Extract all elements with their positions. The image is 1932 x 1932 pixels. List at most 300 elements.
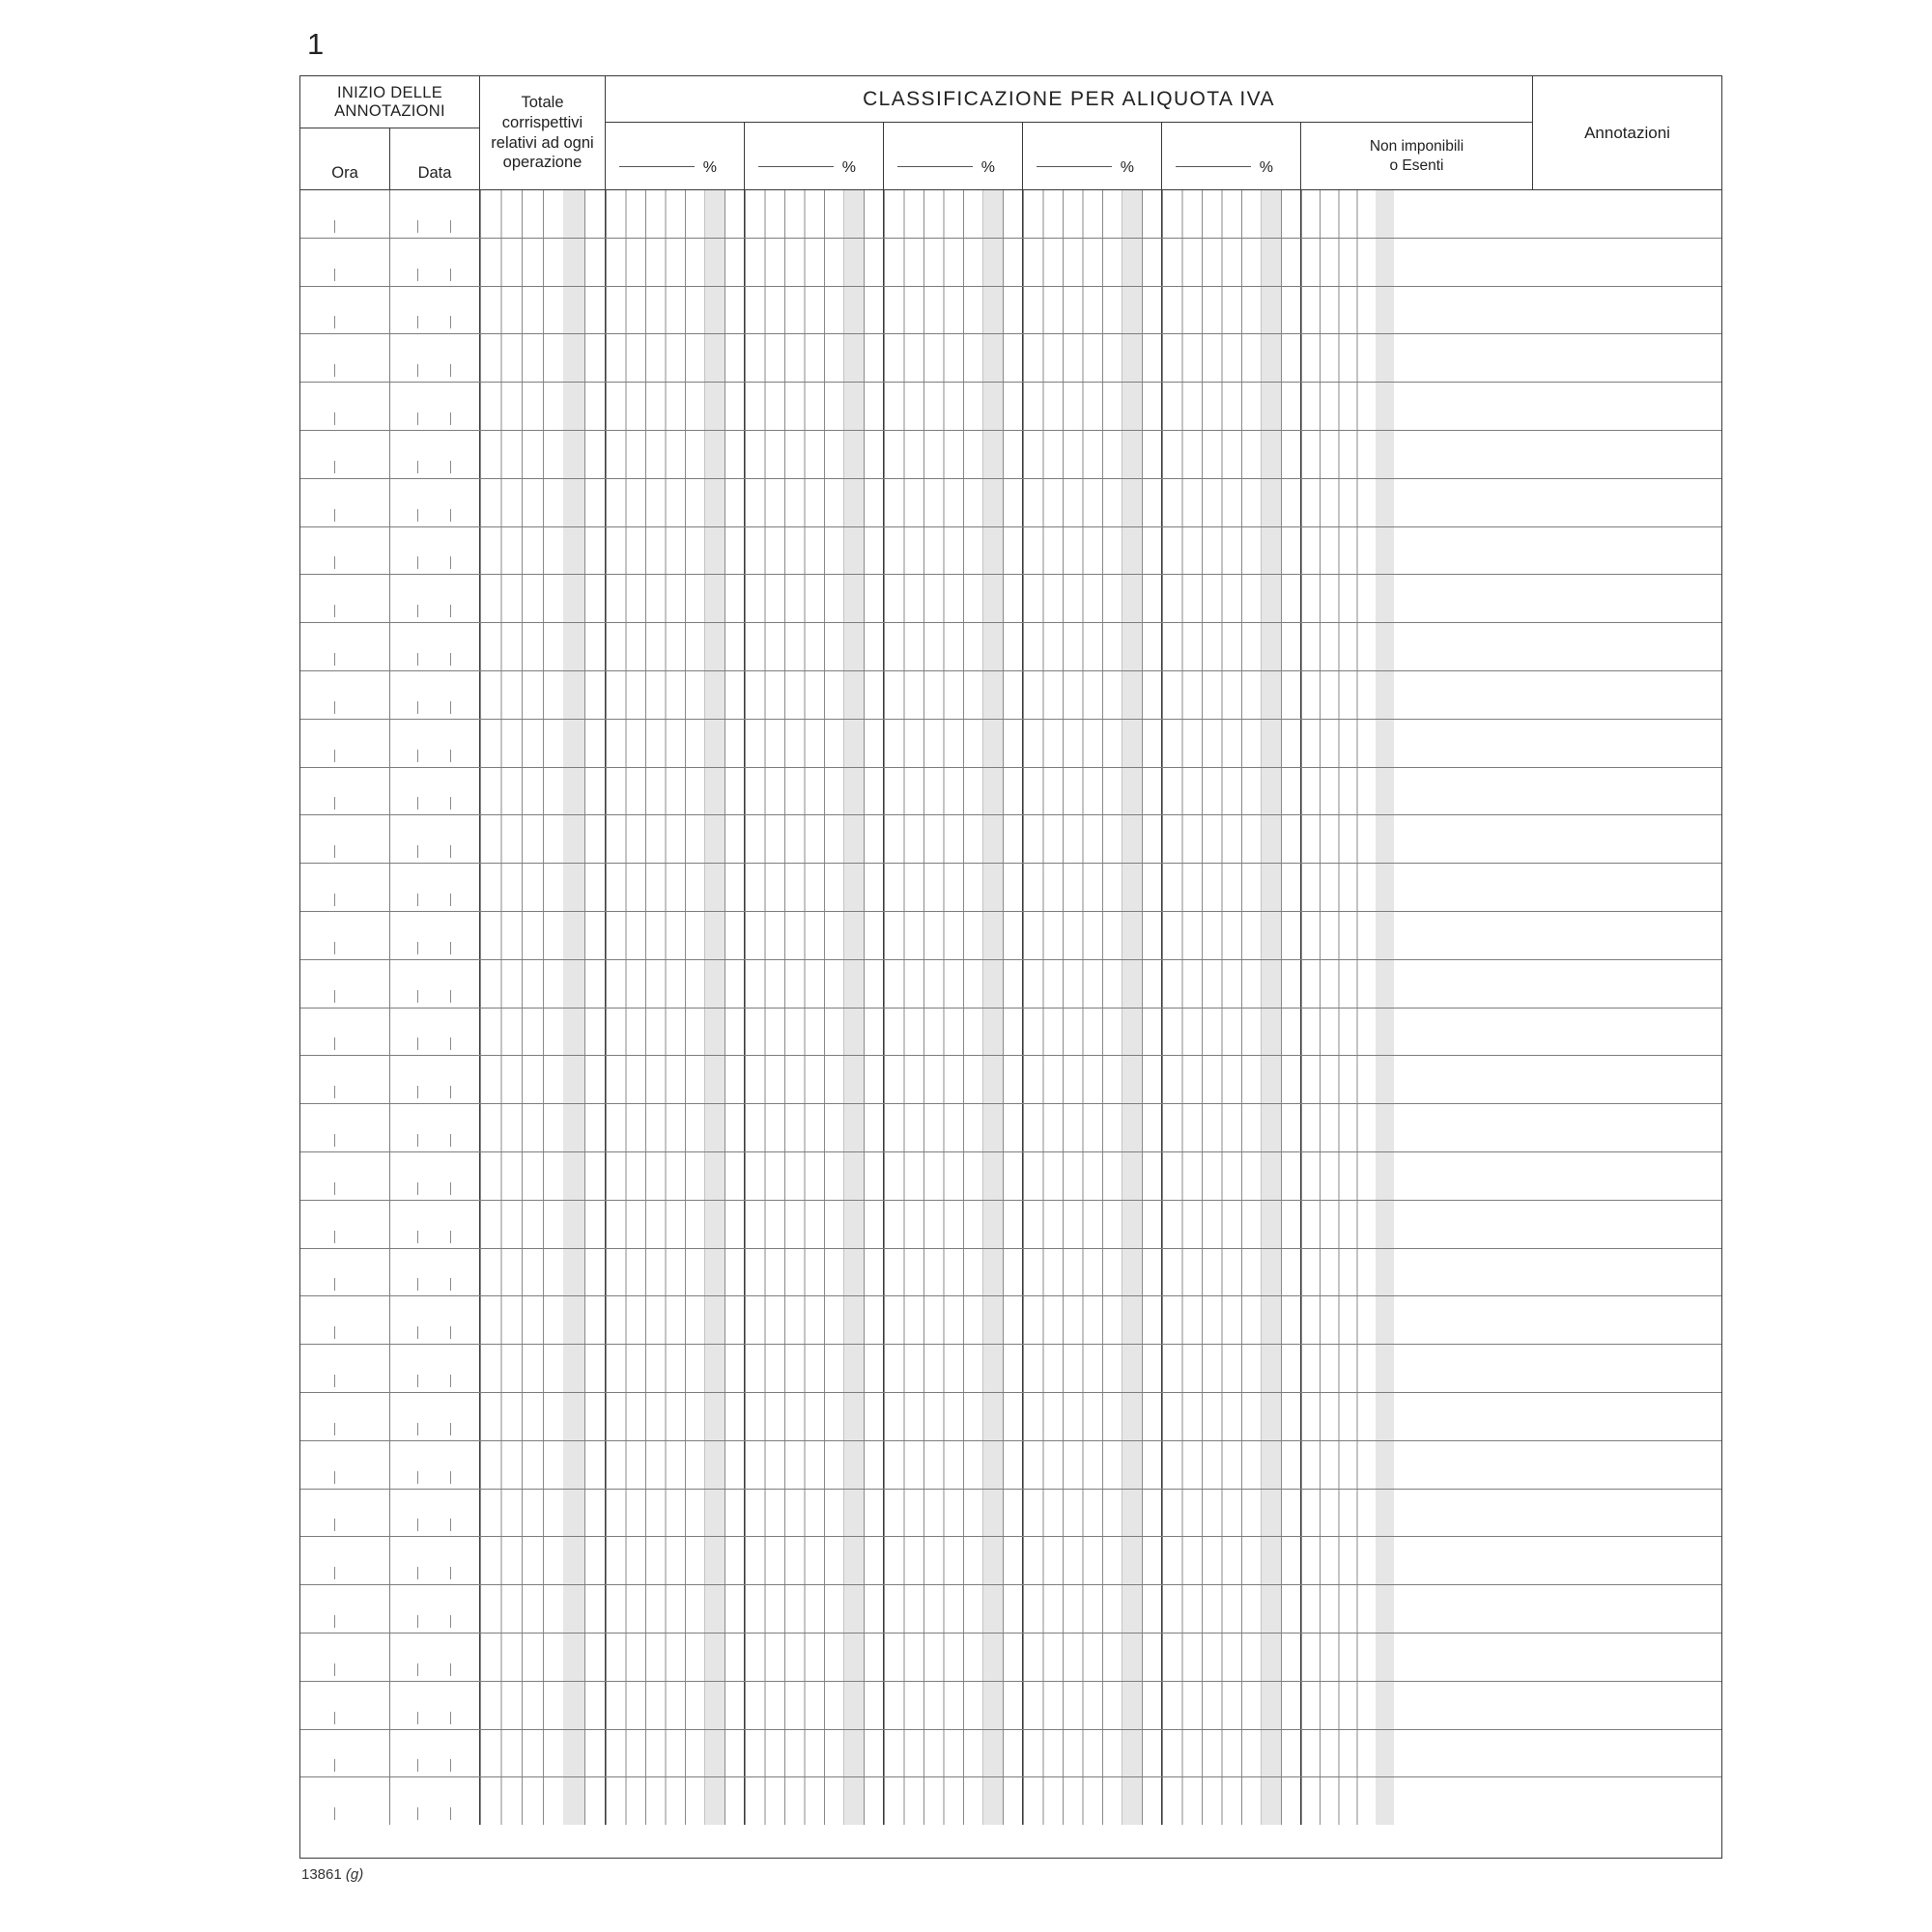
table-row[interactable]: [300, 1585, 1721, 1634]
cell-data[interactable]: [390, 768, 480, 815]
cell-totale-corrispettivi[interactable]: [480, 1009, 606, 1056]
cell-aliquota-3[interactable]: [884, 239, 1023, 286]
cell-annotazioni[interactable]: [1394, 720, 1721, 767]
cell-non-imponibili-esenti[interactable]: [1301, 575, 1394, 622]
cell-aliquota-4[interactable]: [1023, 190, 1162, 238]
cell-annotazioni[interactable]: [1394, 334, 1721, 382]
cell-aliquota-4[interactable]: [1023, 912, 1162, 959]
cell-aliquota-4[interactable]: [1023, 623, 1162, 670]
cell-totale-corrispettivi[interactable]: [480, 479, 606, 526]
cell-aliquota-4[interactable]: [1023, 1537, 1162, 1584]
cell-aliquota-3[interactable]: [884, 431, 1023, 478]
cell-aliquota-1[interactable]: [606, 1585, 745, 1633]
cell-ora[interactable]: [300, 768, 390, 815]
cell-aliquota-3[interactable]: [884, 527, 1023, 575]
cell-aliquota-1[interactable]: [606, 431, 745, 478]
cell-non-imponibili-esenti[interactable]: [1301, 287, 1394, 334]
cell-totale-corrispettivi[interactable]: [480, 1585, 606, 1633]
cell-aliquota-2[interactable]: [745, 815, 884, 863]
table-row[interactable]: [300, 912, 1721, 960]
cell-totale-corrispettivi[interactable]: [480, 239, 606, 286]
cell-data[interactable]: [390, 334, 480, 382]
cell-aliquota-5[interactable]: [1162, 1345, 1301, 1392]
cell-aliquota-2[interactable]: [745, 1441, 884, 1489]
cell-data[interactable]: [390, 1152, 480, 1200]
cell-annotazioni[interactable]: [1394, 815, 1721, 863]
cell-aliquota-4[interactable]: [1023, 1345, 1162, 1392]
cell-aliquota-3[interactable]: [884, 1249, 1023, 1296]
cell-non-imponibili-esenti[interactable]: [1301, 1490, 1394, 1537]
cell-totale-corrispettivi[interactable]: [480, 190, 606, 238]
cell-data[interactable]: [390, 671, 480, 719]
table-row[interactable]: [300, 479, 1721, 527]
cell-aliquota-3[interactable]: [884, 1730, 1023, 1777]
cell-aliquota-3[interactable]: [884, 1296, 1023, 1344]
cell-aliquota-3[interactable]: [884, 1201, 1023, 1248]
cell-ora[interactable]: [300, 190, 390, 238]
cell-aliquota-3[interactable]: [884, 864, 1023, 911]
cell-non-imponibili-esenti[interactable]: [1301, 671, 1394, 719]
cell-aliquota-4[interactable]: [1023, 527, 1162, 575]
cell-data[interactable]: [390, 1585, 480, 1633]
table-row[interactable]: [300, 720, 1721, 768]
cell-non-imponibili-esenti[interactable]: [1301, 1777, 1394, 1825]
cell-annotazioni[interactable]: [1394, 768, 1721, 815]
cell-aliquota-4[interactable]: [1023, 1585, 1162, 1633]
cell-aliquota-1[interactable]: [606, 190, 745, 238]
cell-aliquota-1[interactable]: [606, 479, 745, 526]
cell-non-imponibili-esenti[interactable]: [1301, 960, 1394, 1008]
cell-aliquota-2[interactable]: [745, 431, 884, 478]
cell-aliquota-2[interactable]: [745, 671, 884, 719]
cell-non-imponibili-esenti[interactable]: [1301, 912, 1394, 959]
table-row[interactable]: [300, 1152, 1721, 1201]
cell-non-imponibili-esenti[interactable]: [1301, 383, 1394, 430]
cell-aliquota-5[interactable]: [1162, 1249, 1301, 1296]
cell-aliquota-4[interactable]: [1023, 864, 1162, 911]
cell-totale-corrispettivi[interactable]: [480, 1490, 606, 1537]
cell-totale-corrispettivi[interactable]: [480, 1441, 606, 1489]
cell-data[interactable]: [390, 1296, 480, 1344]
cell-data[interactable]: [390, 527, 480, 575]
cell-annotazioni[interactable]: [1394, 864, 1721, 911]
cell-annotazioni[interactable]: [1394, 1537, 1721, 1584]
cell-aliquota-2[interactable]: [745, 1296, 884, 1344]
cell-ora[interactable]: [300, 1009, 390, 1056]
cell-aliquota-3[interactable]: [884, 1585, 1023, 1633]
cell-ora[interactable]: [300, 1537, 390, 1584]
cell-aliquota-5[interactable]: [1162, 1056, 1301, 1103]
cell-data[interactable]: [390, 1249, 480, 1296]
cell-aliquota-5[interactable]: [1162, 815, 1301, 863]
cell-aliquota-1[interactable]: [606, 287, 745, 334]
cell-data[interactable]: [390, 623, 480, 670]
cell-aliquota-4[interactable]: [1023, 1104, 1162, 1151]
table-row[interactable]: [300, 768, 1721, 816]
cell-data[interactable]: [390, 1537, 480, 1584]
cell-ora[interactable]: [300, 1634, 390, 1681]
cell-aliquota-5[interactable]: [1162, 1201, 1301, 1248]
cell-aliquota-5[interactable]: [1162, 431, 1301, 478]
cell-aliquota-5[interactable]: [1162, 1152, 1301, 1200]
cell-totale-corrispettivi[interactable]: [480, 1730, 606, 1777]
cell-aliquota-4[interactable]: [1023, 479, 1162, 526]
cell-aliquota-3[interactable]: [884, 1777, 1023, 1825]
cell-aliquota-4[interactable]: [1023, 1441, 1162, 1489]
cell-ora[interactable]: [300, 1296, 390, 1344]
cell-totale-corrispettivi[interactable]: [480, 431, 606, 478]
cell-aliquota-1[interactable]: [606, 334, 745, 382]
cell-ora[interactable]: [300, 527, 390, 575]
cell-aliquota-5[interactable]: [1162, 1634, 1301, 1681]
cell-aliquota-1[interactable]: [606, 1345, 745, 1392]
cell-aliquota-5[interactable]: [1162, 864, 1301, 911]
cell-aliquota-4[interactable]: [1023, 815, 1162, 863]
cell-aliquota-1[interactable]: [606, 912, 745, 959]
cell-non-imponibili-esenti[interactable]: [1301, 623, 1394, 670]
cell-annotazioni[interactable]: [1394, 1104, 1721, 1151]
cell-aliquota-2[interactable]: [745, 1345, 884, 1392]
cell-non-imponibili-esenti[interactable]: [1301, 1393, 1394, 1440]
cell-aliquota-5[interactable]: [1162, 768, 1301, 815]
table-row[interactable]: [300, 1104, 1721, 1152]
cell-aliquota-4[interactable]: [1023, 1152, 1162, 1200]
cell-data[interactable]: [390, 1777, 480, 1825]
cell-aliquota-3[interactable]: [884, 768, 1023, 815]
cell-non-imponibili-esenti[interactable]: [1301, 1249, 1394, 1296]
cell-aliquota-4[interactable]: [1023, 1490, 1162, 1537]
cell-annotazioni[interactable]: [1394, 1585, 1721, 1633]
cell-aliquota-1[interactable]: [606, 1634, 745, 1681]
cell-data[interactable]: [390, 239, 480, 286]
table-row[interactable]: [300, 1393, 1721, 1441]
cell-non-imponibili-esenti[interactable]: [1301, 1296, 1394, 1344]
cell-aliquota-2[interactable]: [745, 1682, 884, 1729]
cell-aliquota-4[interactable]: [1023, 287, 1162, 334]
cell-annotazioni[interactable]: [1394, 239, 1721, 286]
cell-aliquota-3[interactable]: [884, 1441, 1023, 1489]
table-row[interactable]: [300, 1730, 1721, 1778]
cell-aliquota-4[interactable]: [1023, 768, 1162, 815]
cell-annotazioni[interactable]: [1394, 383, 1721, 430]
cell-aliquota-2[interactable]: [745, 1009, 884, 1056]
cell-aliquota-1[interactable]: [606, 1682, 745, 1729]
cell-non-imponibili-esenti[interactable]: [1301, 864, 1394, 911]
cell-totale-corrispettivi[interactable]: [480, 527, 606, 575]
cell-annotazioni[interactable]: [1394, 1490, 1721, 1537]
cell-aliquota-2[interactable]: [745, 527, 884, 575]
cell-data[interactable]: [390, 1490, 480, 1537]
table-row[interactable]: [300, 1201, 1721, 1249]
cell-ora[interactable]: [300, 431, 390, 478]
cell-aliquota-3[interactable]: [884, 383, 1023, 430]
cell-annotazioni[interactable]: [1394, 912, 1721, 959]
cell-aliquota-4[interactable]: [1023, 671, 1162, 719]
cell-aliquota-5[interactable]: [1162, 1490, 1301, 1537]
cell-aliquota-2[interactable]: [745, 334, 884, 382]
cell-aliquota-4[interactable]: [1023, 1296, 1162, 1344]
cell-aliquota-3[interactable]: [884, 623, 1023, 670]
cell-totale-corrispettivi[interactable]: [480, 960, 606, 1008]
cell-aliquota-1[interactable]: [606, 720, 745, 767]
cell-ora[interactable]: [300, 1441, 390, 1489]
table-row[interactable]: [300, 864, 1721, 912]
cell-aliquota-2[interactable]: [745, 1152, 884, 1200]
cell-data[interactable]: [390, 912, 480, 959]
cell-aliquota-4[interactable]: [1023, 1009, 1162, 1056]
cell-aliquota-2[interactable]: [745, 479, 884, 526]
cell-ora[interactable]: [300, 1730, 390, 1777]
cell-totale-corrispettivi[interactable]: [480, 1345, 606, 1392]
cell-annotazioni[interactable]: [1394, 1009, 1721, 1056]
cell-data[interactable]: [390, 1345, 480, 1392]
cell-data[interactable]: [390, 1056, 480, 1103]
cell-aliquota-1[interactable]: [606, 768, 745, 815]
cell-annotazioni[interactable]: [1394, 1730, 1721, 1777]
cell-aliquota-1[interactable]: [606, 1201, 745, 1248]
cell-data[interactable]: [390, 431, 480, 478]
cell-aliquota-5[interactable]: [1162, 1009, 1301, 1056]
cell-non-imponibili-esenti[interactable]: [1301, 1201, 1394, 1248]
cell-ora[interactable]: [300, 1152, 390, 1200]
cell-aliquota-3[interactable]: [884, 1634, 1023, 1681]
cell-annotazioni[interactable]: [1394, 1393, 1721, 1440]
cell-annotazioni[interactable]: [1394, 431, 1721, 478]
cell-aliquota-2[interactable]: [745, 1585, 884, 1633]
cell-non-imponibili-esenti[interactable]: [1301, 239, 1394, 286]
cell-aliquota-5[interactable]: [1162, 527, 1301, 575]
cell-totale-corrispettivi[interactable]: [480, 1682, 606, 1729]
cell-totale-corrispettivi[interactable]: [480, 1201, 606, 1248]
cell-non-imponibili-esenti[interactable]: [1301, 479, 1394, 526]
cell-totale-corrispettivi[interactable]: [480, 1393, 606, 1440]
cell-aliquota-3[interactable]: [884, 671, 1023, 719]
cell-totale-corrispettivi[interactable]: [480, 623, 606, 670]
cell-annotazioni[interactable]: [1394, 575, 1721, 622]
cell-non-imponibili-esenti[interactable]: [1301, 768, 1394, 815]
cell-aliquota-3[interactable]: [884, 190, 1023, 238]
cell-ora[interactable]: [300, 864, 390, 911]
table-row[interactable]: [300, 1296, 1721, 1345]
cell-non-imponibili-esenti[interactable]: [1301, 334, 1394, 382]
cell-aliquota-5[interactable]: [1162, 1393, 1301, 1440]
table-row[interactable]: [300, 1345, 1721, 1393]
cell-aliquota-2[interactable]: [745, 1249, 884, 1296]
table-row[interactable]: [300, 287, 1721, 335]
table-row[interactable]: [300, 1682, 1721, 1730]
cell-aliquota-1[interactable]: [606, 1441, 745, 1489]
cell-aliquota-2[interactable]: [745, 1730, 884, 1777]
cell-annotazioni[interactable]: [1394, 479, 1721, 526]
cell-aliquota-3[interactable]: [884, 912, 1023, 959]
cell-non-imponibili-esenti[interactable]: [1301, 527, 1394, 575]
cell-aliquota-4[interactable]: [1023, 1056, 1162, 1103]
cell-annotazioni[interactable]: [1394, 190, 1721, 238]
cell-aliquota-2[interactable]: [745, 383, 884, 430]
cell-non-imponibili-esenti[interactable]: [1301, 1537, 1394, 1584]
cell-ora[interactable]: [300, 1393, 390, 1440]
cell-data[interactable]: [390, 1634, 480, 1681]
cell-aliquota-1[interactable]: [606, 623, 745, 670]
cell-ora[interactable]: [300, 334, 390, 382]
cell-data[interactable]: [390, 864, 480, 911]
cell-totale-corrispettivi[interactable]: [480, 720, 606, 767]
cell-annotazioni[interactable]: [1394, 1296, 1721, 1344]
cell-non-imponibili-esenti[interactable]: [1301, 1009, 1394, 1056]
cell-aliquota-1[interactable]: [606, 1730, 745, 1777]
cell-totale-corrispettivi[interactable]: [480, 1056, 606, 1103]
cell-aliquota-1[interactable]: [606, 239, 745, 286]
table-row[interactable]: [300, 334, 1721, 383]
cell-totale-corrispettivi[interactable]: [480, 1249, 606, 1296]
cell-totale-corrispettivi[interactable]: [480, 383, 606, 430]
cell-aliquota-2[interactable]: [745, 1777, 884, 1825]
cell-data[interactable]: [390, 575, 480, 622]
cell-ora[interactable]: [300, 575, 390, 622]
cell-ora[interactable]: [300, 720, 390, 767]
cell-aliquota-5[interactable]: [1162, 287, 1301, 334]
cell-aliquota-2[interactable]: [745, 287, 884, 334]
cell-data[interactable]: [390, 1104, 480, 1151]
cell-aliquota-3[interactable]: [884, 1152, 1023, 1200]
table-row[interactable]: [300, 1537, 1721, 1585]
cell-aliquota-1[interactable]: [606, 1296, 745, 1344]
cell-totale-corrispettivi[interactable]: [480, 575, 606, 622]
cell-ora[interactable]: [300, 1585, 390, 1633]
cell-annotazioni[interactable]: [1394, 623, 1721, 670]
cell-aliquota-4[interactable]: [1023, 1249, 1162, 1296]
cell-non-imponibili-esenti[interactable]: [1301, 1730, 1394, 1777]
cell-ora[interactable]: [300, 287, 390, 334]
cell-annotazioni[interactable]: [1394, 1152, 1721, 1200]
cell-ora[interactable]: [300, 960, 390, 1008]
cell-annotazioni[interactable]: [1394, 1249, 1721, 1296]
cell-aliquota-5[interactable]: [1162, 1537, 1301, 1584]
cell-totale-corrispettivi[interactable]: [480, 1152, 606, 1200]
cell-aliquota-3[interactable]: [884, 1104, 1023, 1151]
cell-annotazioni[interactable]: [1394, 1634, 1721, 1681]
cell-annotazioni[interactable]: [1394, 671, 1721, 719]
cell-aliquota-4[interactable]: [1023, 1634, 1162, 1681]
cell-annotazioni[interactable]: [1394, 1682, 1721, 1729]
cell-totale-corrispettivi[interactable]: [480, 912, 606, 959]
cell-aliquota-5[interactable]: [1162, 1777, 1301, 1825]
cell-data[interactable]: [390, 1682, 480, 1729]
cell-aliquota-2[interactable]: [745, 575, 884, 622]
cell-non-imponibili-esenti[interactable]: [1301, 1441, 1394, 1489]
cell-aliquota-1[interactable]: [606, 527, 745, 575]
cell-data[interactable]: [390, 190, 480, 238]
cell-non-imponibili-esenti[interactable]: [1301, 1585, 1394, 1633]
cell-data[interactable]: [390, 1441, 480, 1489]
cell-non-imponibili-esenti[interactable]: [1301, 720, 1394, 767]
cell-aliquota-5[interactable]: [1162, 190, 1301, 238]
table-row[interactable]: [300, 575, 1721, 623]
cell-aliquota-2[interactable]: [745, 623, 884, 670]
cell-aliquota-1[interactable]: [606, 575, 745, 622]
cell-aliquota-1[interactable]: [606, 1249, 745, 1296]
cell-annotazioni[interactable]: [1394, 960, 1721, 1008]
cell-aliquota-5[interactable]: [1162, 1296, 1301, 1344]
cell-aliquota-4[interactable]: [1023, 1682, 1162, 1729]
cell-aliquota-2[interactable]: [745, 1056, 884, 1103]
cell-aliquota-2[interactable]: [745, 1634, 884, 1681]
cell-totale-corrispettivi[interactable]: [480, 334, 606, 382]
cell-aliquota-1[interactable]: [606, 815, 745, 863]
cell-non-imponibili-esenti[interactable]: [1301, 1634, 1394, 1681]
cell-ora[interactable]: [300, 912, 390, 959]
cell-aliquota-4[interactable]: [1023, 431, 1162, 478]
table-row[interactable]: [300, 815, 1721, 864]
cell-ora[interactable]: [300, 1056, 390, 1103]
cell-totale-corrispettivi[interactable]: [480, 1777, 606, 1825]
cell-data[interactable]: [390, 720, 480, 767]
cell-aliquota-3[interactable]: [884, 287, 1023, 334]
cell-non-imponibili-esenti[interactable]: [1301, 190, 1394, 238]
cell-annotazioni[interactable]: [1394, 1056, 1721, 1103]
cell-aliquota-1[interactable]: [606, 1393, 745, 1440]
table-row[interactable]: [300, 1777, 1721, 1825]
cell-ora[interactable]: [300, 479, 390, 526]
cell-aliquota-5[interactable]: [1162, 1585, 1301, 1633]
cell-aliquota-3[interactable]: [884, 960, 1023, 1008]
cell-aliquota-5[interactable]: [1162, 383, 1301, 430]
cell-aliquota-4[interactable]: [1023, 383, 1162, 430]
cell-aliquota-4[interactable]: [1023, 334, 1162, 382]
cell-non-imponibili-esenti[interactable]: [1301, 1104, 1394, 1151]
table-row[interactable]: [300, 671, 1721, 720]
cell-annotazioni[interactable]: [1394, 1777, 1721, 1825]
table-row[interactable]: [300, 1634, 1721, 1682]
cell-totale-corrispettivi[interactable]: [480, 1634, 606, 1681]
cell-data[interactable]: [390, 960, 480, 1008]
cell-aliquota-3[interactable]: [884, 1345, 1023, 1392]
cell-aliquota-5[interactable]: [1162, 720, 1301, 767]
cell-aliquota-4[interactable]: [1023, 1730, 1162, 1777]
cell-ora[interactable]: [300, 815, 390, 863]
cell-aliquota-3[interactable]: [884, 575, 1023, 622]
cell-ora[interactable]: [300, 239, 390, 286]
cell-aliquota-3[interactable]: [884, 1393, 1023, 1440]
table-row[interactable]: [300, 1249, 1721, 1297]
cell-ora[interactable]: [300, 1777, 390, 1825]
cell-aliquota-2[interactable]: [745, 1393, 884, 1440]
table-row[interactable]: [300, 623, 1721, 671]
cell-aliquota-1[interactable]: [606, 960, 745, 1008]
cell-aliquota-2[interactable]: [745, 190, 884, 238]
cell-aliquota-3[interactable]: [884, 1490, 1023, 1537]
cell-aliquota-3[interactable]: [884, 1056, 1023, 1103]
cell-annotazioni[interactable]: [1394, 1441, 1721, 1489]
table-row[interactable]: [300, 239, 1721, 287]
cell-annotazioni[interactable]: [1394, 527, 1721, 575]
cell-aliquota-1[interactable]: [606, 383, 745, 430]
cell-non-imponibili-esenti[interactable]: [1301, 815, 1394, 863]
cell-aliquota-4[interactable]: [1023, 960, 1162, 1008]
cell-aliquota-4[interactable]: [1023, 1393, 1162, 1440]
cell-aliquota-5[interactable]: [1162, 623, 1301, 670]
cell-data[interactable]: [390, 287, 480, 334]
cell-data[interactable]: [390, 1393, 480, 1440]
cell-aliquota-5[interactable]: [1162, 334, 1301, 382]
cell-totale-corrispettivi[interactable]: [480, 864, 606, 911]
cell-aliquota-4[interactable]: [1023, 1777, 1162, 1825]
cell-aliquota-5[interactable]: [1162, 239, 1301, 286]
cell-data[interactable]: [390, 1730, 480, 1777]
cell-data[interactable]: [390, 383, 480, 430]
table-row[interactable]: [300, 431, 1721, 479]
cell-aliquota-1[interactable]: [606, 1537, 745, 1584]
